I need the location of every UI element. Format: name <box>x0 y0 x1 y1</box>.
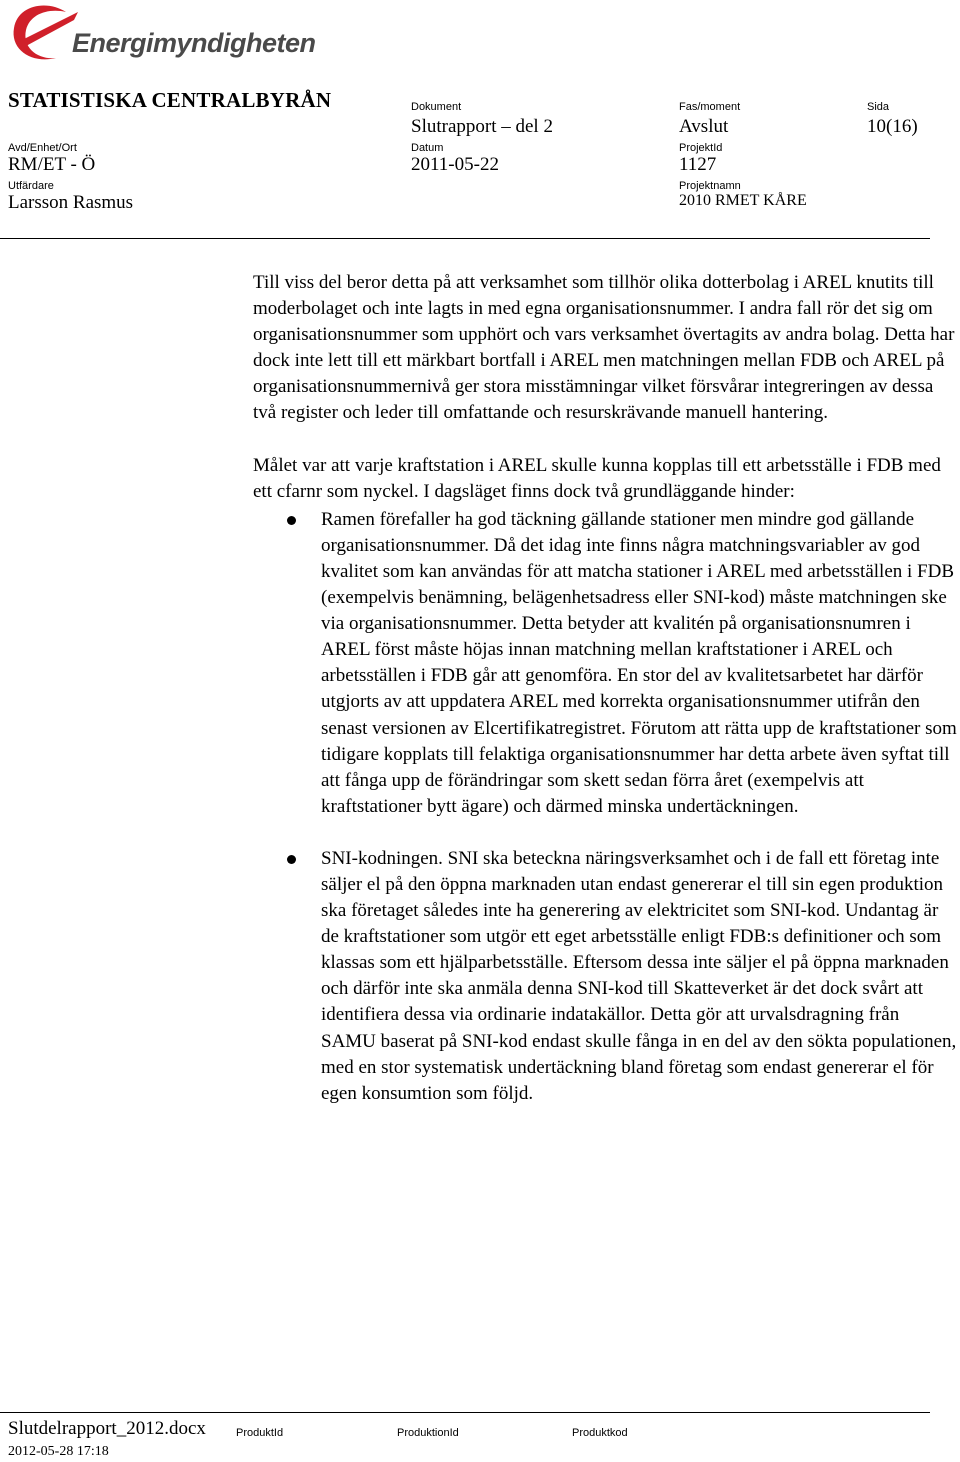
bullet-icon <box>287 516 296 525</box>
organization-name: STATISTISKA CENTRALBYRÅN <box>8 88 332 112</box>
footer-label-produktkod: Produktkod <box>572 1427 628 1439</box>
value-projektid: 1127 <box>679 154 717 175</box>
list-item <box>253 846 958 1107</box>
value-avd-enhet-ort: RM/ET - Ö <box>8 154 96 175</box>
bullet-icon <box>287 855 296 864</box>
logo-wordmark: Energimyndigheten <box>72 28 316 58</box>
label-dokument: Dokument <box>411 101 462 113</box>
label-fas-moment: Fas/moment <box>679 101 741 113</box>
label-sida: Sida <box>867 101 890 113</box>
header-divider <box>0 238 930 239</box>
document-body <box>253 270 958 1107</box>
value-utfardare: Larsson Rasmus <box>8 192 134 213</box>
list-item-text: Ramen förefaller ha god täckning gällande stationer men mindre god gällande organisationsnummer. Då det idag inte finns några matchningsvariabler av god kvalitet som kan användas för att matcha stationer i AREL med arbetsställen i FDB (exempelvis benämning, belägenhetsadress eller SNI-kod) måste matchningen ske via organisationsnummer. Detta betyder att kvalitén på organisationsnumren i AREL först måste höjas innan matchning mellan kraftstationer i AREL och arbetsställen i FDB går att genomföra. En stor del av kvalitetsarbetet har därför utgjorts av att uppdatera AREL med korrekta organisationsnummer utifrån den senast versionen av Elcertifikatregistret. Förutom att rätta upp de kraftstationer som tidigare kopplats till felaktiga organisationsnummer har detta arbete även syftat till att fånga upp de förändringar som skett sedan förra året (exempelvis att kraftstationer bytt ägare) och därmed minska undertäckningen. <box>321 508 957 817</box>
footer-timestamp: 2012-05-28 17:18 <box>8 1444 109 1459</box>
value-datum: 2011-05-22 <box>411 154 499 175</box>
list-item <box>253 507 958 820</box>
value-dokument: Slutrapport – del 2 <box>411 116 553 137</box>
footer-label-produktionid: ProduktionId <box>397 1427 459 1439</box>
value-sida: 10(16) <box>867 116 918 137</box>
label-datum: Datum <box>411 142 444 154</box>
footer-filename: Slutdelrapport_2012.docx <box>8 1418 206 1439</box>
label-avd-enhet-ort: Avd/Enhet/Ort <box>8 142 77 154</box>
bullet-list <box>253 507 958 1107</box>
footer-label-produktid: ProduktId <box>236 1427 284 1439</box>
value-projektnamn: 2010 RMET KÅRE <box>679 192 807 209</box>
label-projektid: ProjektId <box>679 142 723 154</box>
paragraph: Målet var att varje kraftstation i AREL skulle kunna kopplas till ett arbetsställe i FDB med ett cfarnr som nyckel. I dagsläget finns dock två grundläggande hinder: <box>253 454 941 502</box>
label-projektnamn: Projektnamn <box>679 180 741 192</box>
paragraph: Till viss del beror detta på att verksamhet som tillhör olika dotterbolag i AREL knutits till moderbolaget och inte lagts in med egna organisationsnummer. I andra fall rör det sig om organisationsnummer som upphört och vars verksamhet övertagits av andra bolag. Detta har dock inte lett till ett märkbart bortfall i AREL men matchningen mellan FDB och AREL på organisationsnummernivå ger stora misstämningar vilket försvårar integreringen av dessa två register och leder till omfattande och resurskrävande manuell hantering. <box>253 272 955 424</box>
list-item-text: SNI-kodningen. SNI ska beteckna näringsverksamhet och i de fall ett företag inte säljer el på den öppna marknaden utan endast genererar el till sin egen produktion ska företaget således inte ha generering av elektricitet som SNI-kod. Undantag är de kraftstationer som utgör ett eget arbetsställe enligt FDB:s definitioner och som klassas som ett hjälparbetsställe. Eftersom dessa inte säljer el på öppna marknaden och därför inte ska anmäla denna SNI-kod till Skatteverket är det dock svårt att identifiera dessa via ordinarie indatakällor. Detta gör att urvalsdragning från SAMU baserat på SNI-kod endast skulle fånga in en del av den sökta populationen, med en stor systematisk undertäckning bland företag som endast genererar el för egen konsumtion som följd. <box>321 847 957 1104</box>
footer-divider <box>0 1412 930 1413</box>
value-fas-moment: Avslut <box>679 116 729 137</box>
label-utfardare: Utfärdare <box>8 180 54 192</box>
